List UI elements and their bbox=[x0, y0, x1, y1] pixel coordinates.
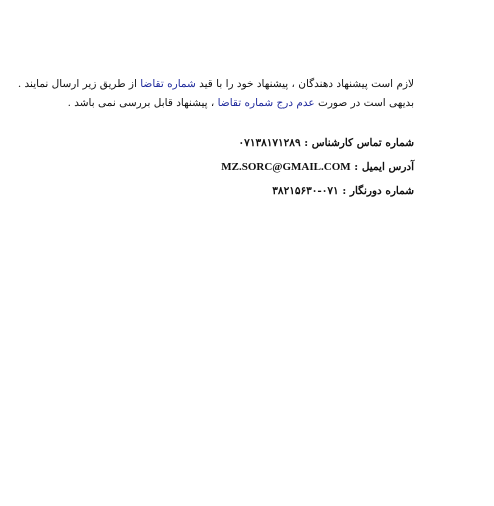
phone-line bbox=[239, 137, 414, 149]
paragraph-text-3: ، پیشنهاد قابل بررسی نمی باشد . bbox=[67, 97, 218, 109]
phone-label: شماره تماس کارشناس : bbox=[304, 137, 414, 149]
email-label: آدرس ایمیل : bbox=[354, 161, 414, 173]
instruction-paragraph bbox=[0, 75, 414, 113]
paragraph-text-2: از طریق زیر ارسال نمایند . بدیهی است در صورت bbox=[17, 78, 414, 109]
paragraph-text-1: لازم است پیشنهاد دهندگان ، پیشنهاد خود را با قید bbox=[195, 78, 414, 90]
no-request-number-highlight: عدم درج شماره تقاضا bbox=[217, 97, 315, 109]
fax-value: ۰۷۱-۳۸۲۱۵۶۳۰ bbox=[272, 185, 339, 197]
email-line bbox=[221, 161, 414, 173]
email-value[interactable]: MZ.SORC@GMAIL.COM bbox=[221, 161, 351, 173]
request-number-highlight: شماره تقاضا bbox=[140, 78, 196, 90]
phone-value: ۰۷۱۳۸۱۷۱۲۸۹ bbox=[238, 137, 301, 149]
fax-label: شماره دورنگار : bbox=[342, 185, 414, 197]
fax-line bbox=[272, 185, 414, 197]
